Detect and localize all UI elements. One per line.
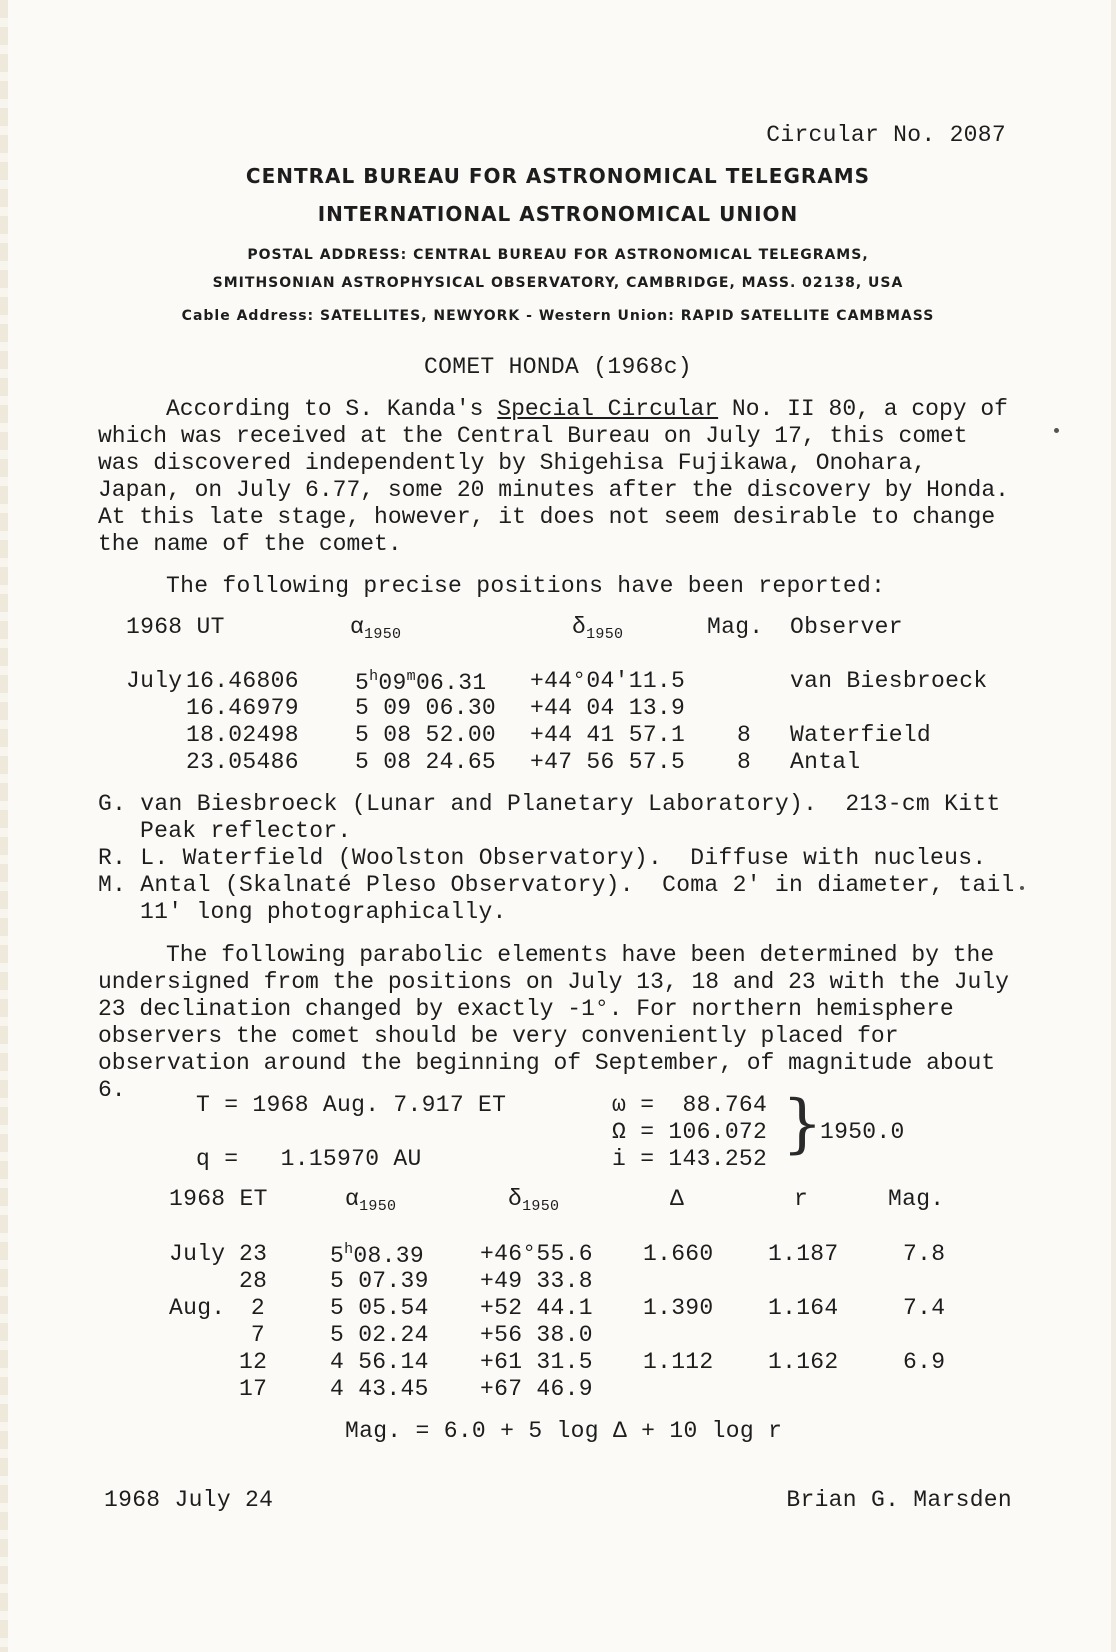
union-title: INTERNATIONAL ASTRONOMICAL UNION: [317, 202, 799, 226]
ephemeris-row-dec: +49 33.8: [480, 1268, 593, 1294]
position-row-date: 16.46806: [186, 668, 299, 694]
position-row-dec: +44°04'11.5: [530, 668, 686, 694]
ephemeris-row-day: 28: [239, 1268, 268, 1294]
margin-speck: [1054, 428, 1059, 433]
position-row-date: 18.02498: [186, 722, 299, 748]
ephemeris-row-day: 23: [239, 1241, 268, 1267]
ephemeris-row-dec: +61 31.5: [480, 1349, 593, 1375]
ephemeris-row-day: 17: [239, 1376, 268, 1402]
position-row-ra: 5 08 24.65: [355, 749, 497, 775]
position-row-mag: 8: [737, 749, 752, 775]
note-antal-cont: 11' long photographically.: [140, 899, 507, 925]
position-row-dec: +47 56 57.5: [530, 749, 686, 775]
ephemeris-row-dec: +67 46.9: [480, 1376, 593, 1402]
positions-header-ra: [350, 614, 401, 643]
ephemeris-row-delta: 1.660: [643, 1241, 714, 1267]
position-row-ra: 5 08 52.00: [355, 722, 497, 748]
position-row-dec: +44 04 13.9: [530, 695, 686, 721]
position-row-observer: van Biesbroeck: [790, 668, 988, 694]
ephemeris-row-day: 7: [250, 1322, 265, 1348]
position-row-ra: [355, 668, 486, 696]
ra-hours: 5: [355, 670, 370, 696]
ephemeris-row-mag: 7.8: [903, 1241, 946, 1267]
ephemeris-row-month: Aug.: [169, 1295, 226, 1321]
ephemeris-row-ra: 5 02.24: [330, 1322, 429, 1348]
ephemeris-row-delta: 1.390: [643, 1295, 714, 1321]
minutes-unit: m: [406, 668, 416, 685]
perihelion-time: T = 1968 Aug. 7.917 ET: [196, 1092, 507, 1118]
ephemeris-header-date: 1968 ET: [169, 1186, 268, 1212]
ephemeris-header-r: r: [794, 1186, 809, 1212]
ephemeris-row-ra: 5 05.54: [330, 1295, 429, 1321]
bureau-title: CENTRAL BUREAU FOR ASTRONOMICAL TELEGRAMS: [245, 164, 871, 188]
hours-unit: h: [344, 1241, 354, 1258]
ra-epoch: 1950: [359, 1198, 397, 1215]
ephemeris-row-day: 12: [239, 1349, 268, 1375]
note-antal: M. Antal (Skalnaté Pleso Observatory). Coma 2' in diameter, tail: [98, 872, 1015, 898]
right-brace: }: [782, 1087, 823, 1161]
position-row-observer: Waterfield: [790, 722, 932, 748]
ephemeris-row-ra: 4 43.45: [330, 1376, 429, 1402]
author-signature: Brian G. Marsden: [786, 1487, 1012, 1513]
delta-symbol: δ: [572, 614, 587, 640]
delta-symbol: δ: [508, 1186, 523, 1212]
ephemeris-row-r: 1.162: [768, 1349, 839, 1375]
note-van-biesbroeck-cont: Peak reflector.: [140, 818, 352, 844]
intro-paragraph: [98, 396, 1010, 558]
ephemeris-header-dec: [508, 1186, 559, 1215]
positions-header-dec: [572, 614, 623, 643]
positions-header-observer: Observer: [790, 614, 903, 640]
ephemeris-row-r: 1.187: [768, 1241, 839, 1267]
elements-paragraph: The following parabolic elements have been determined by the undersigned from the positions on July 13, 18 and 23 with the July 23 declination changed by exactly -1°. For northern hemisphere observers the comet should be very conveniently placed for observation around the beginning of September, of magnitude about 6.: [98, 942, 1009, 1103]
ephemeris-header-delta: Δ: [670, 1186, 685, 1212]
dec-epoch: 1950: [586, 626, 624, 643]
ephemeris-row-r: 1.164: [768, 1295, 839, 1321]
ephemeris-row-ra: 4 56.14: [330, 1349, 429, 1375]
note-van-biesbroeck: G. van Biesbroeck (Lunar and Planetary Laboratory). 213-cm Kitt: [98, 791, 1001, 817]
ephemeris-row-mag: 7.4: [903, 1295, 946, 1321]
position-row-ra: 5 09 06.30: [355, 695, 497, 721]
postal-address-line1: POSTAL ADDRESS: CENTRAL BUREAU FOR ASTRONOMICAL TELEGRAMS,: [247, 247, 869, 263]
circular-number: Circular No. 2087: [766, 122, 1006, 148]
dec-epoch: 1950: [522, 1198, 560, 1215]
positions-header-date: 1968 UT: [126, 614, 225, 640]
position-row-observer: Antal: [790, 749, 861, 775]
intro-text-after: No. II 80, a copy of which was received at the Central Bureau on July 17, this comet was discovered independently by Shigehisa Fujikawa, Onohara, Japan, on July 6.77, some 20 minutes after the discovery by Honda. At this late stage, however, it does not seem desirable to change the name of the comet.: [98, 396, 1009, 557]
note-waterfield: R. L. Waterfield (Woolston Observatory). Diffuse with nucleus.: [98, 845, 987, 871]
special-circular-link-text: Special Circular: [497, 396, 719, 422]
intro-text-before: According to S. Kanda's: [166, 396, 498, 422]
ra-seconds: 06.31: [415, 670, 487, 696]
ephemeris-header-ra: [345, 1186, 396, 1215]
ephemeris-row-dec: +46°55.6: [480, 1241, 593, 1267]
ephemeris-row-month: July: [169, 1241, 226, 1267]
ephemeris-row-ra: [330, 1241, 424, 1269]
ephemeris-row-dec: +56 38.0: [480, 1322, 593, 1348]
position-row-date: 23.05486: [186, 749, 299, 775]
position-row-mag: 8: [737, 722, 752, 748]
positions-intro: The following precise positions have been reported:: [166, 573, 886, 599]
inclination: i = 143.252: [612, 1146, 768, 1172]
cable-address: Cable Address: SATELLITES, NEWYORK - Western Union: RAPID SATELLITE CAMBMASS: [181, 308, 935, 324]
postal-address-line2: SMITHSONIAN ASTROPHYSICAL OBSERVATORY, CAMBRIDGE, MASS. 02138, USA: [212, 275, 904, 291]
margin-speck: [1020, 886, 1024, 890]
ephemeris-row-ra: 5 07.39: [330, 1268, 429, 1294]
position-row-dec: +44 41 57.1: [530, 722, 686, 748]
alpha-symbol: α: [345, 1186, 360, 1212]
ephemeris-row-delta: 1.112: [643, 1349, 714, 1375]
position-row-month: July: [126, 668, 183, 694]
issue-date: 1968 July 24: [104, 1487, 274, 1513]
ascending-node: Ω = 106.072: [612, 1119, 768, 1145]
argument-of-perihelion: ω = 88.764: [612, 1092, 768, 1118]
ra-minutes: 09: [378, 670, 407, 696]
comet-title: COMET HONDA (1968c): [424, 354, 692, 380]
alpha-symbol: α: [350, 614, 365, 640]
positions-header-mag: Mag.: [707, 614, 764, 640]
perihelion-distance: q = 1.15970 AU: [196, 1146, 422, 1172]
ra-minutes: 08.39: [353, 1243, 424, 1269]
ephemeris-row-dec: +52 44.1: [480, 1295, 593, 1321]
ephemeris-header-mag: Mag.: [888, 1186, 945, 1212]
ephemeris-row-mag: 6.9: [903, 1349, 946, 1375]
ephemeris-row-day: 2: [250, 1295, 265, 1321]
hours-unit: h: [369, 668, 379, 685]
magnitude-formula: Mag. = 6.0 + 5 log Δ + 10 log r: [345, 1418, 783, 1444]
ra-hours: 5: [330, 1243, 345, 1269]
equinox: 1950.0: [820, 1119, 905, 1145]
ra-epoch: 1950: [364, 626, 402, 643]
position-row-date: 16.46979: [186, 695, 299, 721]
